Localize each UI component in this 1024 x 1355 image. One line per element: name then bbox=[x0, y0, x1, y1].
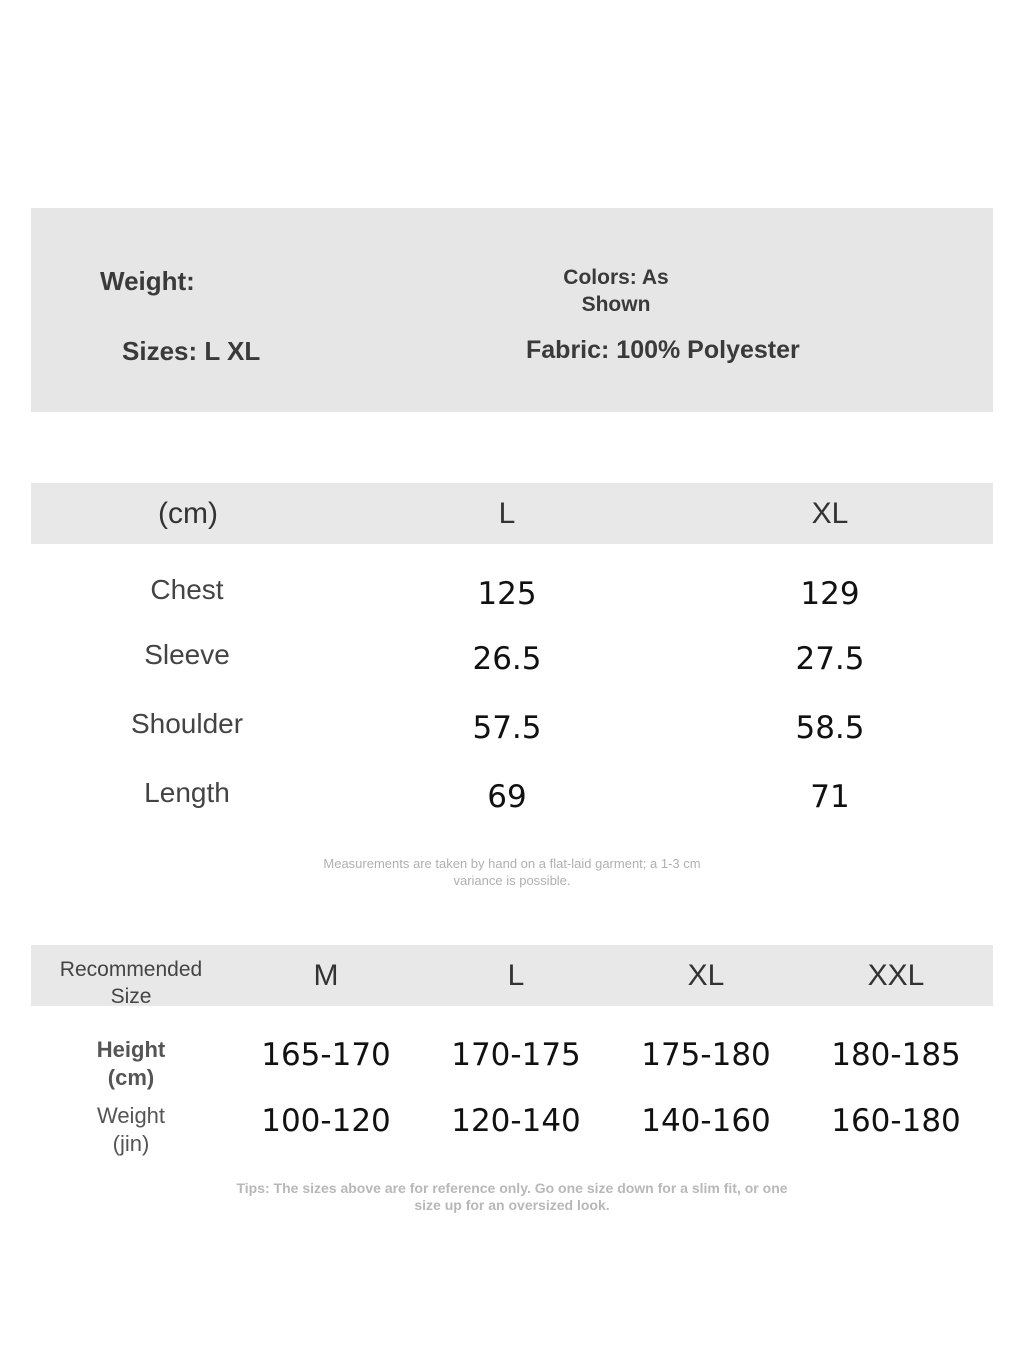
colors-line-2: Shown bbox=[581, 293, 651, 316]
value-l: 26.5 bbox=[472, 641, 542, 677]
size-xxl-header: XXL bbox=[867, 959, 925, 992]
product-info-panel bbox=[31, 208, 993, 412]
weight-value-m: 100-120 bbox=[261, 1103, 391, 1139]
size-m-header: M bbox=[313, 959, 339, 992]
colors-line-1: Colors: As bbox=[563, 266, 669, 289]
size-tip-line-2: size up for an oversized look. bbox=[414, 1197, 610, 1213]
height-value-xxl: 180-185 bbox=[831, 1037, 961, 1073]
size-l-header: L bbox=[498, 497, 516, 530]
weight-label: Weight: bbox=[100, 266, 195, 296]
value-xl: 58.5 bbox=[795, 710, 865, 746]
size-xl-header: XL bbox=[811, 497, 849, 530]
weight-label-line-2: (jin) bbox=[112, 1131, 150, 1156]
unit-header: (cm) bbox=[158, 497, 218, 530]
height-value-l: 170-175 bbox=[451, 1037, 581, 1073]
value-l: 125 bbox=[477, 576, 537, 612]
row-label: Chest bbox=[150, 574, 224, 605]
row-label: Sleeve bbox=[144, 639, 230, 670]
value-l: 69 bbox=[487, 779, 527, 815]
value-l: 57.5 bbox=[472, 710, 542, 746]
row-label: Length bbox=[144, 777, 230, 808]
measurement-note-line-1: Measurements are taken by hand on a flat-laid garment; a 1-3 cm bbox=[323, 856, 701, 871]
height-value-xl: 175-180 bbox=[641, 1037, 771, 1073]
recommended-size-label-line-2: Size bbox=[110, 985, 152, 1008]
measurement-note-line-2: variance is possible. bbox=[453, 873, 571, 888]
value-xl: 129 bbox=[800, 576, 860, 612]
height-label-line-2: (cm) bbox=[107, 1065, 155, 1090]
height-value-m: 165-170 bbox=[261, 1037, 391, 1073]
value-xl: 27.5 bbox=[795, 641, 865, 677]
size-xl-header: XL bbox=[687, 959, 725, 992]
sizes-text: Sizes: L XL bbox=[122, 336, 261, 366]
fabric-text: Fabric: 100% Polyester bbox=[526, 336, 800, 364]
value-xl: 71 bbox=[810, 779, 850, 815]
height-label-line-1: Height bbox=[96, 1037, 166, 1062]
recommended-size-label-line-1: Recommended bbox=[59, 958, 203, 981]
row-label: Shoulder bbox=[130, 708, 244, 739]
size-tip-line-1: Tips: The sizes above are for reference only. Go one size down for a slim fit, or one bbox=[236, 1180, 788, 1196]
size-l-header: L bbox=[507, 959, 525, 992]
weight-value-xxl: 160-180 bbox=[831, 1103, 961, 1139]
weight-value-l: 120-140 bbox=[451, 1103, 581, 1139]
weight-value-xl: 140-160 bbox=[641, 1103, 771, 1139]
weight-label-line-1: Weight bbox=[96, 1103, 166, 1128]
